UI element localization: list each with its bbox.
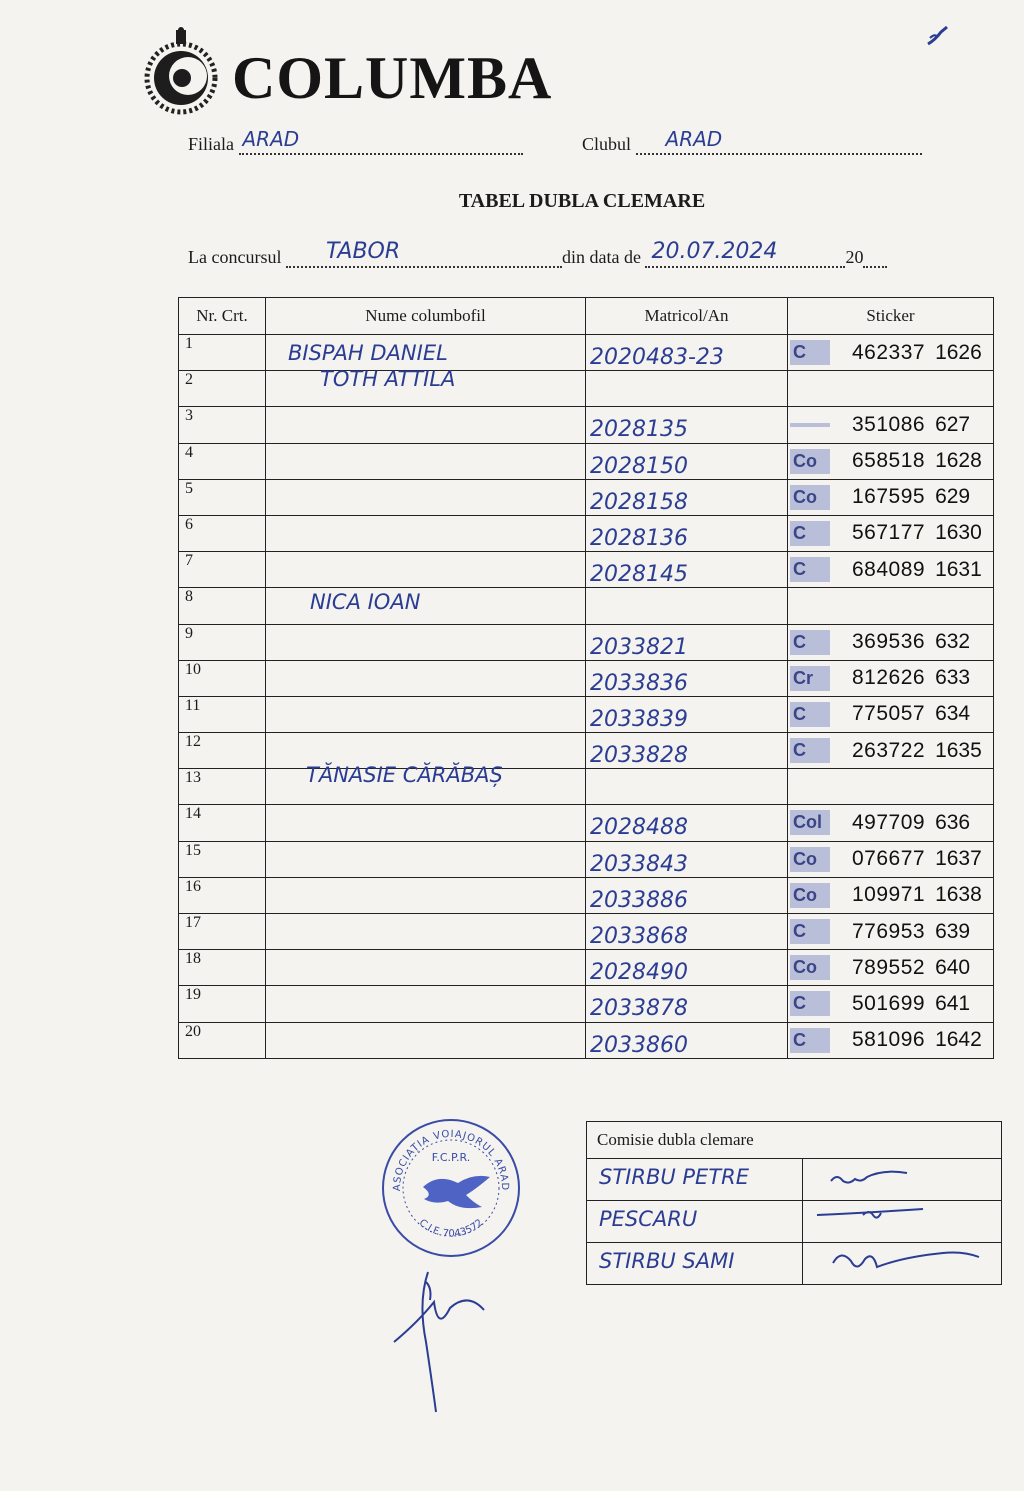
- row-number: 6: [179, 515, 266, 551]
- member-signature-icon: [803, 1243, 1002, 1285]
- row-number: 2: [179, 371, 266, 407]
- matricol-cell: [586, 624, 788, 660]
- columbofil-name: TOTH ATTILA: [320, 367, 456, 392]
- sticker-code: 076677: [852, 847, 926, 871]
- matricol-value: 2028135: [590, 417, 688, 443]
- matricol-cell: [586, 950, 788, 986]
- matricol-cell: [586, 552, 788, 588]
- sticker-suffix: 634: [935, 702, 971, 726]
- matricol-cell: [586, 841, 788, 877]
- matricol-value: 2028150: [590, 453, 688, 479]
- sticker-code: 789552: [852, 955, 926, 979]
- matricol-value: 2028136: [590, 525, 688, 551]
- name-cell: [266, 552, 586, 588]
- commission-row: [587, 1159, 1002, 1201]
- name-cell: [266, 367, 586, 407]
- matricol-cell: [586, 335, 788, 371]
- matricol-value: 2033836: [590, 670, 688, 696]
- sticker-code: 501699: [852, 991, 926, 1015]
- columbofil-name: BISPAH DANIEL: [288, 341, 448, 365]
- logo-text: COLUMBA: [232, 45, 553, 111]
- row-number: 8: [179, 588, 266, 624]
- sticker-code: 369536: [852, 630, 926, 653]
- matricol-cell: [586, 914, 788, 950]
- filiala-field: [188, 127, 523, 155]
- sticker-suffix: 1626: [935, 340, 982, 364]
- matricol-cell: [586, 588, 788, 624]
- sticker-prefix: C: [790, 1028, 830, 1053]
- matricol-value: 2033828: [590, 743, 688, 769]
- sticker-code: 776953: [852, 919, 926, 943]
- row-number: 7: [179, 552, 266, 588]
- sticker-code: 581096: [852, 1028, 926, 1052]
- sticker-label: [790, 989, 993, 1018]
- sticker-code: 658518: [852, 449, 926, 473]
- sticker-cell: [788, 335, 994, 371]
- sticker-code: 775057: [852, 702, 926, 726]
- sticker-prefix: Cr: [790, 666, 830, 691]
- column-header: Sticker: [788, 298, 994, 335]
- table-row: [179, 515, 994, 551]
- association-stamp: [378, 1115, 524, 1261]
- sticker-code: 567177: [852, 521, 926, 545]
- table-row: [179, 877, 994, 913]
- table-row: [179, 479, 994, 515]
- commission-title: Comisie dubla clemare: [587, 1122, 1002, 1159]
- sticker-suffix: 1642: [935, 1028, 982, 1052]
- sticker-code: 462337: [852, 340, 926, 364]
- sticker-prefix: Co: [790, 847, 830, 872]
- sticker-cell: [788, 588, 994, 624]
- pen-mark-icon: [925, 24, 951, 53]
- name-cell: [266, 950, 586, 986]
- table-row: [179, 588, 994, 624]
- sticker-cell: [788, 443, 994, 479]
- sticker-cell: [788, 624, 994, 660]
- sticker-label: [790, 410, 993, 439]
- matricol-cell: [586, 479, 788, 515]
- sticker-cell: [788, 660, 994, 696]
- name-cell: [266, 479, 586, 515]
- matricol-cell: [586, 660, 788, 696]
- sticker-suffix: 632: [935, 630, 971, 653]
- matricol-value: 2033868: [590, 924, 688, 949]
- name-cell: [266, 841, 586, 877]
- sticker-label: [790, 736, 993, 765]
- sticker-label: [790, 664, 993, 693]
- sticker-code: 684089: [852, 557, 926, 581]
- sticker-cell: [788, 1022, 994, 1058]
- column-header: Matricol/An: [586, 298, 788, 335]
- clubul-label: Clubul: [582, 134, 632, 154]
- clubul-field: [582, 127, 922, 155]
- sticker-prefix: C: [790, 702, 830, 727]
- matricol-cell: [586, 1022, 788, 1058]
- sticker-suffix: 641: [935, 991, 971, 1015]
- row-number: 17: [179, 914, 266, 950]
- name-cell: [266, 660, 586, 696]
- name-cell: [266, 877, 586, 913]
- row-number: 15: [179, 841, 266, 877]
- row-number: 16: [179, 877, 266, 913]
- concurs-field: [188, 239, 887, 268]
- commission-member-name: STIRBU PETRE: [599, 1165, 750, 1189]
- sticker-prefix: C: [790, 630, 830, 655]
- row-number: 18: [179, 950, 266, 986]
- sticker-label: [790, 519, 993, 548]
- row-number: 5: [179, 479, 266, 515]
- matricol-value: 2033860: [590, 1032, 688, 1058]
- matricol-cell: [586, 371, 788, 407]
- table-row: [179, 841, 994, 877]
- sticker-suffix: 1628: [935, 449, 982, 473]
- stamp-bottom-text: C.I.F. 7043572: [416, 1217, 486, 1240]
- sticker-code: 497709: [852, 810, 926, 834]
- matricol-cell: [586, 769, 788, 805]
- sticker-cell: [788, 552, 994, 588]
- commission-table: [586, 1121, 1002, 1285]
- sticker-prefix: C: [790, 557, 830, 582]
- sticker-suffix: 639: [935, 919, 971, 943]
- sticker-label: [790, 700, 993, 729]
- matricol-value: 2028490: [590, 960, 688, 986]
- sticker-label: [790, 845, 993, 874]
- sticker-prefix: Co: [790, 883, 830, 908]
- sticker-cell: [788, 479, 994, 515]
- sticker-code: 109971: [852, 883, 926, 907]
- sticker-prefix: Col: [790, 810, 830, 835]
- sticker-prefix: C: [790, 919, 830, 944]
- table-row: [179, 660, 994, 696]
- row-number: 14: [179, 805, 266, 841]
- name-cell: [266, 1022, 586, 1058]
- name-cell: [266, 624, 586, 660]
- row-number: 19: [179, 986, 266, 1022]
- sticker-label: [790, 483, 993, 512]
- row-number: 13: [179, 769, 266, 805]
- table-row: [179, 1022, 994, 1058]
- sticker-label: [790, 953, 993, 982]
- columba-logo-icon: [136, 26, 226, 116]
- data-suffix: 20: [845, 247, 864, 267]
- name-cell: [266, 986, 586, 1022]
- dove-icon: [423, 1176, 490, 1208]
- sticker-prefix: Co: [790, 449, 830, 474]
- sticker-cell: [788, 733, 994, 769]
- sticker-cell: [788, 950, 994, 986]
- row-number: 9: [179, 624, 266, 660]
- sticker-cell: [788, 986, 994, 1022]
- row-number: 1: [179, 335, 266, 371]
- commission-row: [587, 1201, 1002, 1243]
- sticker-suffix: 1630: [935, 521, 982, 545]
- stamp-middle-text: F.C.P.R.: [431, 1151, 471, 1164]
- table-row: [179, 950, 994, 986]
- sticker-suffix: 629: [935, 485, 971, 509]
- stamp-top-text: ASOCIAȚIA VOIAJORUL ARAD: [391, 1128, 511, 1192]
- sticker-cell: [788, 877, 994, 913]
- sticker-prefix: C: [790, 991, 830, 1016]
- name-cell: [266, 763, 586, 805]
- sticker-suffix: 633: [935, 666, 971, 690]
- member-signature-icon: [803, 1159, 1002, 1201]
- table-row: [179, 986, 994, 1022]
- table-row: [179, 769, 994, 805]
- matricol-cell: [586, 407, 788, 443]
- clubul-value: ARAD: [665, 127, 723, 151]
- column-header: Nr. Crt.: [179, 298, 266, 335]
- column-header: Nume columbofil: [266, 298, 586, 335]
- table-row: [179, 407, 994, 443]
- name-cell: [266, 805, 586, 841]
- matricol-cell: [586, 696, 788, 732]
- sticker-code: 812626: [852, 666, 926, 690]
- sticker-suffix: 636: [935, 810, 971, 834]
- stamp-signature-icon: [388, 1262, 498, 1427]
- concurs-label: La concursul: [188, 247, 282, 267]
- table-row: [179, 443, 994, 479]
- matricol-value: 2033886: [590, 887, 688, 913]
- name-cell: [266, 588, 586, 624]
- sticker-cell: [788, 769, 994, 805]
- table-row: [179, 914, 994, 950]
- columbofil-name: TĂNASIE CĂRĂBAȘ: [306, 763, 503, 788]
- sticker-prefix: C: [790, 738, 830, 763]
- name-cell: [266, 696, 586, 732]
- table-row: [179, 624, 994, 660]
- name-cell: [266, 515, 586, 551]
- page-title: TABEL DUBLA CLEMARE: [458, 190, 706, 212]
- sticker-label: [790, 808, 993, 837]
- row-number: 11: [179, 696, 266, 732]
- sticker-cell: [788, 515, 994, 551]
- sticker-code: 167595: [852, 485, 926, 509]
- matricol-cell: [586, 443, 788, 479]
- sticker-code: 263722: [852, 738, 926, 762]
- row-number: 4: [179, 443, 266, 479]
- matricol-value: 2033878: [590, 996, 688, 1022]
- sticker-suffix: 1635: [935, 738, 982, 762]
- matricol-value: 2028158: [590, 489, 688, 515]
- row-number: 10: [179, 660, 266, 696]
- data-value: 20.07.2024: [651, 239, 778, 264]
- columbofil-name: NICA IOAN: [310, 590, 421, 615]
- filiala-value: ARAD: [242, 127, 300, 151]
- matricol-cell: [586, 805, 788, 841]
- sticker-suffix: 640: [935, 955, 971, 979]
- matricol-value: 2033839: [590, 706, 688, 732]
- name-cell: [266, 443, 586, 479]
- sticker-cell: [788, 841, 994, 877]
- sticker-suffix: 1637: [935, 847, 982, 871]
- sticker-prefix: Co: [790, 955, 830, 980]
- sticker-label: [790, 917, 993, 946]
- sticker-label: [790, 555, 993, 584]
- sticker-label: [790, 628, 993, 657]
- commission-member-name: PESCARU: [599, 1207, 698, 1231]
- sticker-label: [790, 338, 993, 367]
- table-row: [179, 371, 994, 407]
- matricol-value: 2033821: [590, 634, 688, 660]
- sticker-prefix: C: [790, 340, 830, 365]
- table-row: [179, 805, 994, 841]
- name-cell: [266, 914, 586, 950]
- table-row: [179, 696, 994, 732]
- sticker-suffix: 1638: [935, 883, 982, 907]
- sticker-prefix: Co: [790, 485, 830, 510]
- name-cell: [266, 407, 586, 443]
- commission-member-name: STIRBU SAMI: [599, 1249, 735, 1273]
- sticker-cell: [788, 696, 994, 732]
- row-number: 20: [179, 1022, 266, 1058]
- concurs-value: TABOR: [325, 239, 401, 264]
- sticker-suffix: 1631: [935, 557, 982, 581]
- matricol-value: 2028145: [590, 562, 688, 588]
- name-cell: [266, 335, 586, 371]
- row-number: 12: [179, 733, 266, 769]
- data-label: din data de: [561, 247, 641, 267]
- table-row: [179, 335, 994, 371]
- sticker-suffix: 627: [935, 412, 971, 436]
- commission-row: [587, 1243, 1002, 1285]
- row-number: 3: [179, 407, 266, 443]
- sticker-label: [790, 447, 993, 476]
- table-row: [179, 552, 994, 588]
- sticker-cell: [788, 407, 994, 443]
- matricol-value: 2020483-23: [590, 345, 724, 370]
- matricol-value: 2028488: [590, 815, 688, 841]
- table-row: [179, 733, 994, 769]
- filiala-label: Filiala: [188, 134, 234, 154]
- sticker-code: 351086: [852, 412, 926, 436]
- sticker-cell: [788, 914, 994, 950]
- table-header-row: [179, 298, 994, 335]
- matricol-cell: [586, 733, 788, 769]
- sticker-prefix: [790, 423, 830, 427]
- matricol-cell: [586, 877, 788, 913]
- commission-header-row: [587, 1122, 1002, 1159]
- sticker-label: [790, 1026, 993, 1055]
- dubla-clemare-table: [178, 297, 994, 1059]
- sticker-prefix: C: [790, 521, 830, 546]
- matricol-cell: [586, 986, 788, 1022]
- matricol-value: 2033843: [590, 851, 688, 877]
- sticker-label: [790, 881, 993, 910]
- svg-text:C.I.F. 7043572: [417, 1217, 486, 1239]
- sticker-cell: [788, 805, 994, 841]
- matricol-cell: [586, 515, 788, 551]
- sticker-cell: [788, 371, 994, 407]
- member-signature-icon: [803, 1201, 1002, 1243]
